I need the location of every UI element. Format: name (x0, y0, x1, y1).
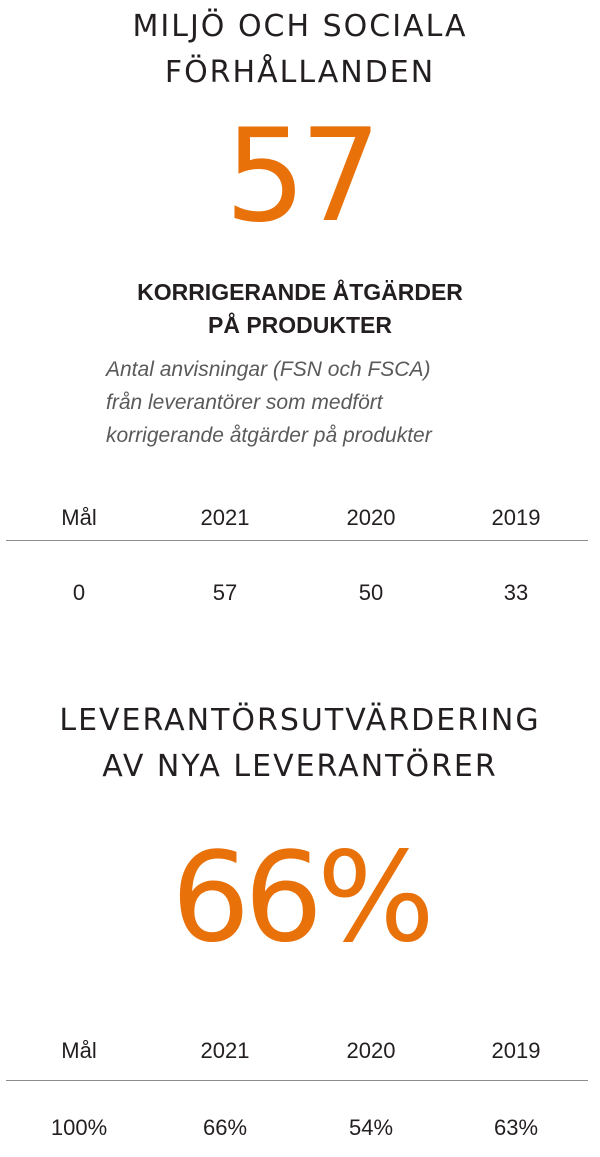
section1-title (0, 4, 600, 96)
section2-value-2019: 63% (493, 1115, 539, 1140)
section1-description-line-2: från leverantörer som medfört (106, 391, 383, 414)
section2-value-2021: 66% (202, 1115, 248, 1140)
section1-subheading-line-1: KORRIGERANDE ÅTGÄRDER (137, 279, 463, 305)
section2-table-divider (6, 1080, 588, 1081)
section1-description-line-1: Antal anvisningar (FSN och FSCA) (106, 358, 431, 381)
section2-value-goal: 100% (50, 1115, 108, 1140)
section1-big-number: 57 (224, 102, 376, 251)
section2-header-2020: 2020 (346, 1038, 396, 1063)
section2-title (0, 698, 600, 790)
section1-table-header-row (6, 503, 588, 533)
section1-value-2019: 33 (503, 580, 529, 605)
section1-table-divider (6, 540, 588, 541)
section2-table-header-row (6, 1036, 588, 1066)
section1-value-2021: 57 (212, 580, 238, 605)
section1-subheading (0, 276, 600, 342)
section1-title-line-2: FÖRHÅLLANDEN (164, 55, 436, 90)
section1-header-2019: 2019 (491, 505, 541, 530)
section1-header-2021: 2021 (200, 505, 250, 530)
section2-title-line-2: AV NYA LEVERANTÖRER (102, 749, 498, 784)
section1-value-goal: 0 (72, 580, 86, 605)
section1-title-line-1: MILJÖ OCH SOCIALA (132, 9, 468, 44)
section1-subheading-line-2: PÅ PRODUKTER (207, 312, 392, 338)
section1-description (106, 353, 546, 452)
section1-description-line-3: korrigerande åtgärder på produkter (106, 424, 432, 447)
section2-value-2020: 54% (348, 1115, 394, 1140)
section2-header-goal: Mål (61, 1038, 97, 1063)
section2-header-2019: 2019 (491, 1038, 541, 1063)
section1-value-2020: 50 (358, 580, 384, 605)
section2-header-2021: 2021 (200, 1038, 250, 1063)
section1-header-2020: 2020 (346, 505, 396, 530)
section1-header-goal: Mål (61, 505, 97, 530)
section2-big-number: 66% (171, 826, 429, 970)
section1-table-value-row (6, 578, 588, 608)
section2-title-line-1: LEVERANTÖRSUTVÄRDERING (59, 703, 541, 738)
section2-table-value-row (6, 1113, 588, 1143)
